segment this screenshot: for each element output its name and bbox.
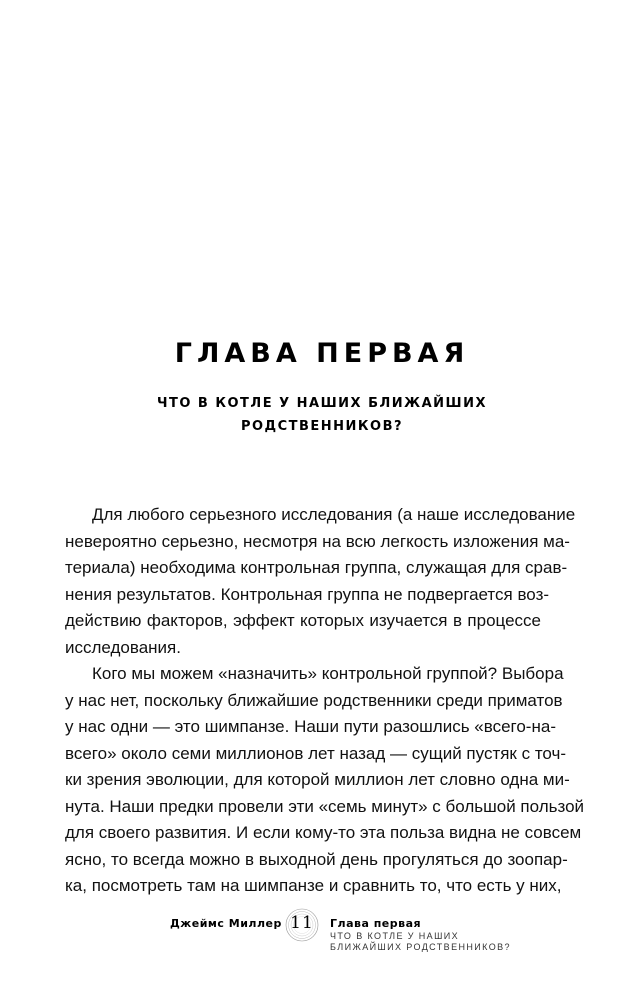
text-line: ки зрения эволюции, для которой миллион лет словно одна ми- [65, 770, 570, 789]
text-line: Кого мы можем «назначить» контрольной группой? Выбора [92, 664, 564, 683]
text-line: для своего развития. И если кому-то эта польза видна не совсем [65, 823, 582, 842]
text-line: у нас нет, поскольку ближайшие родственники среди приматов [65, 690, 563, 710]
text-line: нения результатов. Контрольная группа не подвергается воз- [65, 584, 550, 604]
page-number: 11 [290, 913, 314, 933]
text-line: действию факторов, эффект которых изучается в процессе [65, 611, 541, 630]
page-number-badge [284, 907, 320, 943]
text-line: ясно, то всегда можно в выходной день прогуляться до зоопар- [65, 849, 568, 869]
text-line: Для любого серьезного исследования (а наше исследование [92, 505, 576, 524]
text-line: териала) необходима контрольная группа, служащая для срав- [65, 558, 568, 577]
text-line: у нас одни — это шимпанзе. Наши пути разошлись «всего-на- [65, 717, 556, 736]
text-line: нута. Наши предки провели эти «семь минут» с большой пользой [65, 796, 585, 816]
footer-author: Джеймс Миллер [170, 917, 282, 930]
footer-subtitle-line: ЧТО В КОТЛЕ У НАШИХ [330, 931, 459, 941]
text-line: всего» около семи миллионов лет назад — сущий пустяк с точ- [65, 743, 567, 763]
chapter-subtitle-line: РОДСТВЕННИКОВ? [240, 419, 404, 434]
footer-chapter-label: Глава первая [330, 917, 422, 930]
text-line: ка, посмотреть там на шимпанзе и сравнить то, что есть у них, [65, 876, 562, 895]
body-text [65, 502, 585, 900]
page-footer [0, 907, 644, 957]
footer-chapter-subtitle [330, 931, 511, 953]
chapter-subtitle-line: ЧТО В КОТЛЕ У НАШИХ БЛИЖАЙШИХ [156, 396, 487, 411]
footer-subtitle-line: БЛИЖАЙШИХ РОДСТВЕННИКОВ? [330, 942, 511, 952]
text-line: исследования. [65, 637, 181, 657]
text-line: невероятно серьезно, несмотря на всю легкость изложения ма- [65, 531, 570, 551]
chapter-subtitle [0, 392, 644, 438]
chapter-title: ГЛАВА ПЕРВАЯ [174, 338, 470, 369]
